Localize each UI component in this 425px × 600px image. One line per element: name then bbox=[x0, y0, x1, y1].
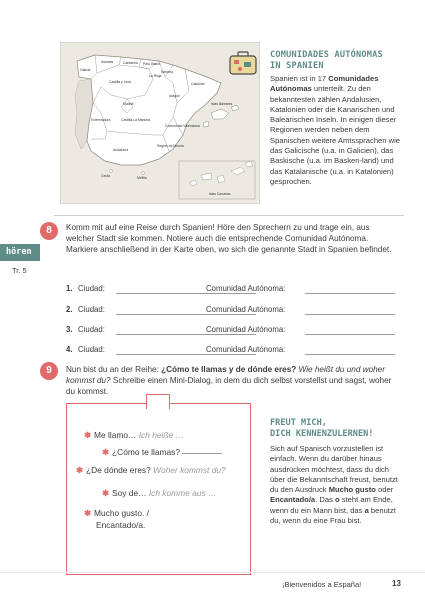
freut-text bbox=[270, 444, 400, 526]
page-number: 13 bbox=[392, 579, 401, 588]
exercise-9-badge: 9 bbox=[40, 362, 58, 380]
freut-heading bbox=[270, 418, 410, 440]
hoeren-label: hören bbox=[6, 247, 32, 257]
dialog-line-2-blank[interactable] bbox=[182, 452, 222, 454]
row-number: 4. bbox=[66, 345, 73, 354]
dialog-line-1-es: Me llamo… bbox=[94, 430, 137, 440]
row-number: 1. bbox=[66, 284, 73, 293]
city-answer-line[interactable] bbox=[116, 293, 256, 294]
star-icon: ✱ bbox=[102, 447, 110, 457]
region-label: Comunidad Autónoma: bbox=[206, 325, 286, 334]
dialog-line-4 bbox=[102, 488, 216, 499]
answer-row bbox=[66, 325, 396, 339]
star-icon: ✱ bbox=[84, 508, 92, 518]
footer-divider bbox=[0, 572, 425, 573]
map-label-andalucia: Andalucía bbox=[113, 148, 129, 152]
dialog-line-5-es: Mucho gusto. / bbox=[94, 508, 149, 518]
region-answer-line[interactable] bbox=[305, 354, 395, 355]
map-label-ceuta: Ceuta bbox=[101, 174, 111, 178]
map-label-region-de-murcia: Región de Murcia bbox=[157, 144, 184, 148]
map-label-castilla-y-leon: Castilla y León bbox=[109, 80, 132, 84]
freut-heading-line1: FREUT MICH, bbox=[270, 418, 327, 428]
map-label-islas-baleares: Islas Baleares bbox=[211, 102, 233, 106]
city-answer-line[interactable] bbox=[116, 314, 256, 315]
map-label-aragon: Aragón bbox=[169, 94, 180, 98]
region-label: Comunidad Autónoma: bbox=[206, 345, 286, 354]
info-text-c: unterteilt. Zu den bekanntesten zählen Andalusien, Katalonien oder die Kanarischen und Balearischen Inseln. In einigen dieser Regionen werden neben dem Spanischen weitere Amtssprachen wie das Galicische (u.a. in Galicien), das Baskische (u.a. im Basken-land) und das Katalanische (u.a. in Katalonien) gesprochen. bbox=[270, 84, 401, 186]
dialog-line-3-hint: Woher kommst du? bbox=[153, 465, 226, 475]
map-label-cataluna: Cataluña bbox=[191, 82, 205, 86]
info-heading bbox=[270, 50, 405, 72]
city-label: Ciudad: bbox=[78, 325, 105, 334]
dialog-line-1 bbox=[84, 430, 184, 441]
region-label: Comunidad Autónoma: bbox=[206, 284, 286, 293]
region-answer-line[interactable] bbox=[305, 314, 395, 315]
dialog-line-5 bbox=[84, 508, 149, 519]
divider bbox=[54, 215, 404, 216]
map-label-navarra: Navarra bbox=[161, 70, 174, 74]
dialog-line-4-hint: Ich komme aus … bbox=[148, 488, 217, 498]
dialog-box-tab bbox=[146, 394, 170, 409]
exercise-8-badge: 8 bbox=[40, 222, 58, 240]
freut-text-f: o bbox=[335, 495, 340, 505]
map-label-extremadura: Extremadura bbox=[91, 118, 111, 122]
dialog-line-3 bbox=[76, 465, 226, 476]
star-icon: ✱ bbox=[84, 430, 92, 440]
map-label-galicia: Galicia bbox=[80, 68, 91, 72]
city-label: Ciudad: bbox=[78, 305, 105, 314]
dialog-line-1-hint: Ich heiße … bbox=[138, 430, 184, 440]
answer-row bbox=[66, 345, 396, 359]
dialog-line-4-es: Soy de… bbox=[112, 488, 147, 498]
map-label-pais-vasco: País Vasco bbox=[143, 62, 160, 66]
row-number: 2. bbox=[66, 305, 73, 314]
freut-text-g: steht am Ende, wenn du ein Mann bist, das bbox=[270, 495, 393, 515]
dialog-line-2 bbox=[102, 447, 222, 458]
freut-text-i: benutzt du, wenn du eine Frau bist. bbox=[270, 505, 396, 526]
region-answer-line[interactable] bbox=[305, 334, 395, 335]
city-answer-line[interactable] bbox=[116, 334, 256, 335]
ex9-text-e: Schreibe einen Mini-Dialog, in dem du dich selbst vorstellst und sagst, woher du kommst. bbox=[66, 376, 392, 396]
city-answer-line[interactable] bbox=[116, 354, 256, 355]
freut-text-c: oder bbox=[375, 485, 394, 495]
footer-title: ¡Bienvenidos a España! bbox=[282, 580, 362, 589]
freut-text-d: Encantado/a bbox=[270, 495, 316, 505]
map-label-melilla: Melilla bbox=[137, 176, 147, 180]
map-label-comunidad-valenciana: Comunidad Valenciana bbox=[165, 124, 200, 128]
map-label-cantabria: Cantabria bbox=[123, 61, 138, 65]
map-label-asturias: Asturias bbox=[101, 60, 114, 64]
freut-text-e: . Das bbox=[315, 495, 335, 505]
track-label: Tr. 5 bbox=[12, 266, 27, 275]
freut-text-h: a bbox=[364, 505, 369, 515]
info-text-a: Spanien ist in 17 bbox=[270, 74, 329, 83]
exercise-9-text bbox=[66, 364, 396, 397]
info-text bbox=[270, 74, 405, 187]
region-answer-line[interactable] bbox=[305, 293, 395, 294]
region-label: Comunidad Autónoma: bbox=[206, 305, 286, 314]
map-label-madrid: Madrid bbox=[123, 102, 134, 106]
answer-row bbox=[66, 305, 396, 319]
ex9-text-d: Wie heißt du und woher kommst du? bbox=[66, 365, 385, 385]
star-icon: ✱ bbox=[76, 465, 84, 475]
freut-text-b: Mucho gusto bbox=[328, 485, 376, 495]
row-number: 3. bbox=[66, 325, 73, 334]
dialog-line-6: Encantado/a. bbox=[96, 520, 146, 530]
map-label-la-rioja: La Rioja bbox=[149, 74, 162, 78]
ex9-text-a: Nun bist du an der Reihe: bbox=[66, 365, 162, 374]
map-label-islas-canarias: Islas Canarias bbox=[209, 192, 231, 196]
city-label: Ciudad: bbox=[78, 284, 105, 293]
freut-text-a: Sich auf Spanisch vorzustellen ist einfach. Wenn du darüber hinaus ausdrücken möchtest, dass du dich über die Bekanntschaft freust, benutzt du den Ausdruck bbox=[270, 444, 398, 495]
dialog-line-2-es: ¿Cómo te llamas? bbox=[112, 447, 180, 457]
exercise-8-text: Komm mit auf eine Reise durch Spanien! Höre den Sprechern zu und trage ein, aus welcher Stadt sie kommen. Notiere auch die entsprechende Comunidad Autónoma. Markiere anschließend in der Karte oben, wo sich die genannte Stadt in Spanien befindet. bbox=[66, 223, 392, 254]
star-icon: ✱ bbox=[102, 488, 110, 498]
answer-row bbox=[66, 284, 396, 298]
map-label-castilla-la-mancha: Castilla-La Mancha bbox=[121, 118, 151, 122]
freut-heading-line2: DICH KENNENZULERNEN! bbox=[270, 429, 374, 439]
dialog-line-3-es: ¿De dónde eres? bbox=[86, 465, 151, 475]
info-text-b: Comunidades Autónomas bbox=[270, 74, 379, 94]
info-heading-line1: COMUNIDADES AUTÓNOMAS bbox=[270, 50, 383, 60]
ex9-text-b: ¿Cómo te llamas y de dónde eres? bbox=[161, 365, 297, 374]
suitcase-icon bbox=[228, 50, 258, 76]
city-label: Ciudad: bbox=[78, 345, 105, 354]
info-heading-line2: IN SPANIEN bbox=[270, 61, 324, 71]
